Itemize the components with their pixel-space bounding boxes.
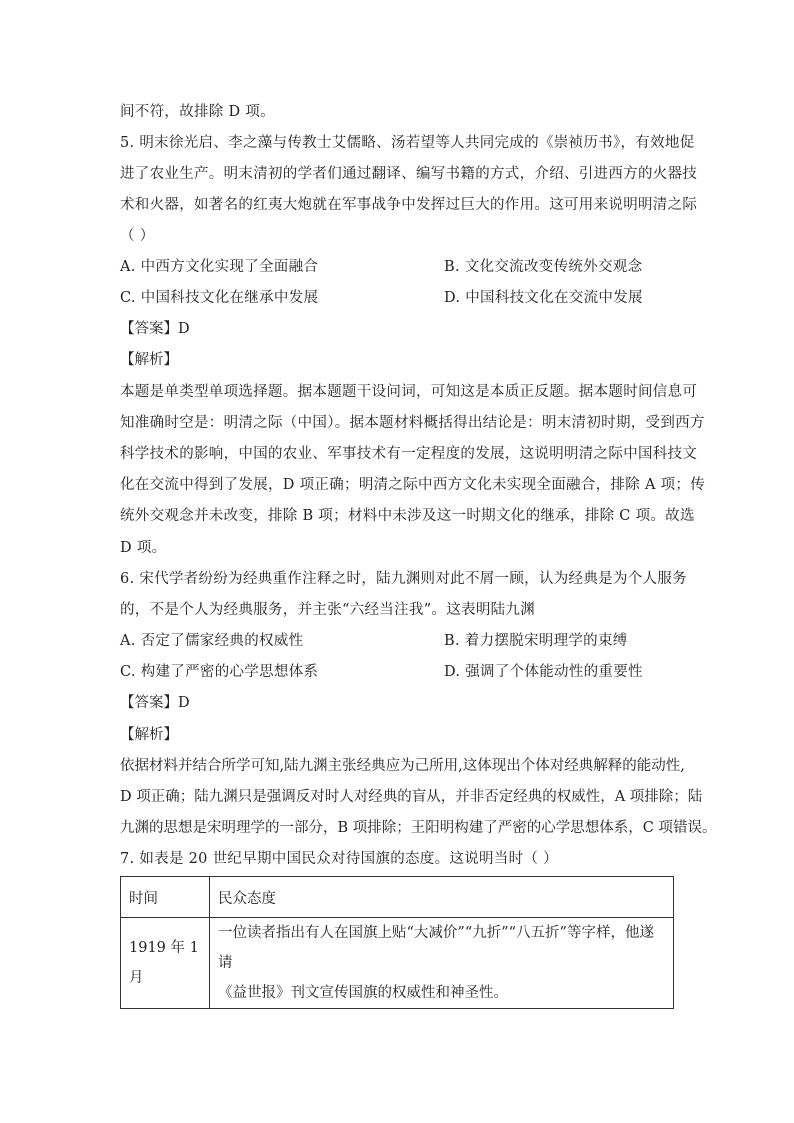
attitude-table: [120, 876, 674, 1009]
table-header-row: [121, 877, 674, 918]
q5-analysis-line-3: 科学技术的影响，中国的农业、军事技术有一定程度的发展，这说明明清之际中国科技文: [120, 446, 698, 462]
q5-answer: 【答案】D: [120, 321, 190, 337]
table-cell-attitude: [210, 918, 674, 1009]
table-cell-time: [121, 918, 210, 1009]
q6-analysis-line-1: 依据材料并结合所学可知,陆九渊主张经典应为己所用,这体现出个体对经典解释的能动性,: [120, 758, 685, 774]
q6-stem-line-1: 6. 宋代学者纷纷为经典重作注释之时，陆九渊则对此不屑一顾，认为经典是为个人服务: [120, 571, 687, 587]
q5-analysis-label: 【解析】: [120, 352, 178, 368]
q6-option-d: D. 强调了个体能动性的重要性: [444, 664, 643, 680]
q5-stem-line-4: （ ）: [120, 228, 155, 244]
q6-analysis-label: 【解析】: [120, 727, 178, 743]
q5-analysis-line-6: D 项。: [120, 540, 167, 556]
q6-option-a: A. 否定了儒家经典的权威性: [120, 633, 304, 649]
q5-option-a: A. 中西方文化实现了全面融合: [120, 259, 319, 275]
q6-answer: 【答案】D: [120, 695, 190, 711]
previous-analysis-tail: 间不符，故排除 D 项。: [120, 104, 275, 120]
table-header-time: 时间: [121, 877, 210, 918]
q5-stem-line-1: 5. 明末徐光启、李之藻与传教士艾儒略、汤若望等人共同完成的《崇祯历书》，有效地促: [120, 135, 695, 151]
table-header-attitude: 民众态度: [210, 877, 674, 918]
q6-stem-line-2: 的，不是个人为经典服务，并主张“六经当注我”。这表明陆九渊: [120, 602, 536, 618]
q6-option-b: B. 着力摆脱宋明理学的束缚: [444, 633, 628, 649]
table-row: [121, 918, 674, 1009]
q5-option-d: D. 中国科技文化在交流中发展: [444, 290, 643, 306]
table-cell-attitude-line-1: 一位读者指出有人在国旗上贴“大减价”“九折”“八五折”等字样，他遂请: [218, 925, 654, 971]
q5-option-c: C. 中国科技文化在继承中发展: [120, 290, 319, 306]
q5-analysis-line-4: 化在交流中得到了发展，D 项正确；明清之际中西方文化未实现全面融合，排除 A 项；传: [120, 477, 706, 493]
q6-analysis-line-3: 九渊的思想是宋明理学的一部分，B 项排除；王阳明构建了严密的心学思想体系，C 项错误。: [120, 820, 717, 836]
q5-stem-line-2: 进了农业生产。明末清初的学者们通过翻译、编写书籍的方式，介绍、引进西方的火器技: [120, 166, 698, 182]
q5-analysis-line-5: 统外交观念并未改变，排除 B 项；材料中未涉及这一时期文化的继承，排除 C 项。故选: [120, 508, 695, 524]
q5-analysis-line-1: 本题是单类型单项选择题。据本题题干设问词，可知这是本质正反题。据本题时间信息可: [120, 384, 698, 400]
table-cell-attitude-line-2: 《益世报》刊文宣传国旗的权威性和神圣性。: [218, 985, 508, 1001]
q5-option-b: B. 文化交流改变传统外交观念: [444, 259, 643, 275]
q7-stem: 7. 如表是 20 世纪早期中国民众对待国旗的态度。这说明当时（ ）: [120, 851, 558, 867]
q5-analysis-line-2: 知准确时空是：明清之际（中国）。据本题材料概括得出结论是：明末清初时期，受到西方: [120, 415, 705, 431]
q6-option-c: C. 构建了严密的心学思想体系: [120, 664, 319, 680]
q5-stem-line-3: 术和火器，如著名的红夷大炮就在军事战争中发挥过巨大的作用。这可用来说明明清之际: [120, 197, 698, 213]
table-cell-time-line-1: 1919 年 1: [129, 940, 199, 956]
q6-analysis-line-2: D 项正确；陆九渊只是强调反对时人对经典的盲从，并非否定经典的权威性，A 项排除；陆: [120, 789, 703, 805]
table-cell-time-line-2: 月: [129, 970, 144, 986]
